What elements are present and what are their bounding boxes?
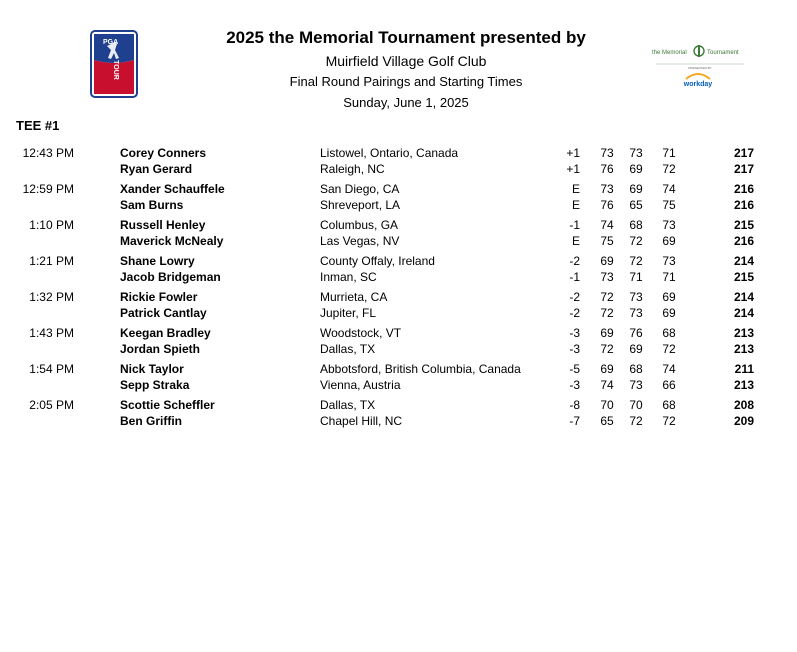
player-name: Patrick Cantlay	[120, 306, 207, 320]
memorial-logo-left-text: the Memorial	[652, 50, 687, 56]
player-row	[0, 306, 797, 322]
venue-name: Muirfield Village Golf Club	[325, 53, 487, 69]
total-score: 215	[733, 270, 754, 284]
player-hometown: Abbotsford, British Columbia, Canada	[320, 362, 521, 376]
score-to-par: E	[571, 234, 580, 248]
total-score: 214	[733, 254, 754, 268]
tee-time-group	[0, 398, 797, 430]
player-hometown: Murrieta, CA	[320, 290, 388, 304]
total-score: 216	[733, 234, 754, 248]
total-score: 217	[733, 162, 754, 176]
round-1-score: 73	[600, 270, 614, 284]
round-2-score: 76	[629, 326, 643, 340]
score-to-par: +1	[566, 162, 580, 176]
round-1-score: 72	[600, 342, 614, 356]
round-1-score: 74	[600, 378, 614, 392]
player-hometown: Chapel Hill, NC	[320, 414, 403, 428]
round-subtitle: Final Round Pairings and Starting Times	[289, 74, 523, 89]
player-name: Maverick McNealy	[120, 234, 224, 248]
tee-time: 1:54 PM	[29, 362, 74, 376]
round-3-score: 75	[662, 198, 676, 212]
player-row	[0, 234, 797, 250]
total-score: 216	[733, 198, 754, 212]
round-1-score: 73	[600, 146, 614, 160]
tee-time-group	[0, 326, 797, 358]
tee-time: 12:59 PM	[22, 182, 74, 196]
tee-heading: TEE #1	[16, 118, 60, 133]
score-to-par: -3	[569, 378, 580, 392]
total-score: 213	[733, 378, 754, 392]
player-row	[0, 162, 797, 178]
player-hometown: Jupiter, FL	[320, 306, 377, 320]
round-1-score: 76	[600, 162, 614, 176]
player-hometown: County Offaly, Ireland	[320, 254, 435, 268]
round-1-score: 73	[600, 182, 614, 196]
presented-by-text: PRESENTED BY	[688, 66, 712, 70]
player-hometown: Shreveport, LA	[320, 198, 401, 212]
round-3-score: 74	[662, 362, 676, 376]
round-3-score: 68	[662, 326, 676, 340]
round-2-score: 70	[629, 398, 643, 412]
player-row	[0, 254, 797, 270]
player-hometown: Las Vegas, NV	[320, 234, 400, 248]
player-name: Shane Lowry	[120, 254, 195, 268]
tee-time: 1:43 PM	[29, 326, 74, 340]
total-score: 209	[733, 414, 754, 428]
round-3-score: 68	[662, 398, 676, 412]
round-3-score: 73	[662, 218, 676, 232]
player-row	[0, 182, 797, 198]
round-2-score: 72	[629, 254, 643, 268]
score-to-par: -3	[569, 326, 580, 340]
pga-logo-top-text: PGA	[103, 39, 119, 46]
round-1-score: 65	[600, 414, 614, 428]
player-hometown: Dallas, TX	[320, 398, 376, 412]
player-row	[0, 146, 797, 162]
player-hometown: Raleigh, NC	[320, 162, 385, 176]
memorial-logo-right-text: Tournament	[707, 50, 739, 56]
player-name: Keegan Bradley	[120, 326, 211, 340]
player-name: Ryan Gerard	[120, 162, 193, 176]
round-3-score: 72	[662, 414, 676, 428]
round-2-score: 71	[629, 270, 643, 284]
round-3-score: 72	[662, 342, 676, 356]
round-2-score: 69	[629, 162, 643, 176]
round-3-score: 71	[662, 146, 676, 160]
round-date: Sunday, June 1, 2025	[343, 95, 469, 110]
score-to-par: -7	[569, 414, 580, 428]
total-score: 213	[733, 342, 754, 356]
total-score: 217	[733, 146, 754, 160]
player-name: Rickie Fowler	[120, 290, 198, 304]
score-to-par: -2	[569, 254, 580, 268]
round-3-score: 74	[662, 182, 676, 196]
round-2-score: 68	[629, 362, 643, 376]
player-row	[0, 270, 797, 286]
player-row	[0, 362, 797, 378]
tee-time-group	[0, 362, 797, 394]
round-2-score: 65	[629, 198, 643, 212]
total-score: 214	[733, 306, 754, 320]
tee-time: 1:32 PM	[29, 290, 74, 304]
round-2-score: 68	[629, 218, 643, 232]
round-2-score: 72	[629, 234, 643, 248]
player-name: Nick Taylor	[120, 362, 184, 376]
player-hometown: Dallas, TX	[320, 342, 376, 356]
round-2-score: 73	[629, 378, 643, 392]
round-3-score: 71	[662, 270, 676, 284]
tee-time-group	[0, 290, 797, 322]
total-score: 208	[733, 398, 754, 412]
player-row	[0, 398, 797, 414]
round-2-score: 69	[629, 182, 643, 196]
player-row	[0, 342, 797, 358]
tee-time: 12:43 PM	[22, 146, 74, 160]
round-2-score: 73	[629, 290, 643, 304]
tee-time: 1:10 PM	[29, 218, 74, 232]
player-hometown: Inman, SC	[320, 270, 377, 284]
round-1-score: 69	[600, 326, 614, 340]
player-hometown: San Diego, CA	[320, 182, 400, 196]
pairings-table	[0, 146, 797, 434]
round-2-score: 73	[629, 146, 643, 160]
player-row	[0, 218, 797, 234]
player-name: Jordan Spieth	[120, 342, 201, 356]
tee-time: 1:21 PM	[29, 254, 74, 268]
player-hometown: Vienna, Austria	[320, 378, 401, 392]
round-1-score: 72	[600, 290, 614, 304]
round-1-score: 75	[600, 234, 614, 248]
score-to-par: E	[571, 198, 580, 212]
score-to-par: -5	[569, 362, 580, 376]
score-to-par: -2	[569, 306, 580, 320]
score-to-par: -8	[569, 398, 580, 412]
tee-time-group	[0, 146, 797, 178]
tee-time-group	[0, 182, 797, 214]
player-row	[0, 378, 797, 394]
memorial-tournament-logo	[650, 42, 750, 92]
round-1-score: 76	[600, 198, 614, 212]
player-name: Jacob Bridgeman	[120, 270, 221, 284]
player-row	[0, 198, 797, 214]
round-1-score: 69	[600, 254, 614, 268]
total-score: 211	[734, 362, 754, 376]
round-3-score: 69	[662, 306, 676, 320]
round-2-score: 73	[629, 306, 643, 320]
total-score: 216	[733, 182, 754, 196]
player-name: Sam Burns	[120, 198, 184, 212]
total-score: 215	[733, 218, 754, 232]
player-row	[0, 326, 797, 342]
tournament-title: 2025 the Memorial Tournament presented by	[226, 28, 586, 47]
player-name: Scottie Scheffler	[120, 398, 215, 412]
round-2-score: 72	[629, 414, 643, 428]
score-to-par: -1	[569, 270, 580, 284]
score-to-par: +1	[566, 146, 580, 160]
round-1-score: 69	[600, 362, 614, 376]
player-name: Russell Henley	[120, 218, 206, 232]
round-2-score: 69	[629, 342, 643, 356]
total-score: 214	[733, 290, 754, 304]
pga-logo-bottom-text: TOUR	[112, 60, 119, 80]
round-1-score: 70	[600, 398, 614, 412]
player-row	[0, 414, 797, 430]
player-name: Corey Conners	[120, 146, 207, 160]
player-hometown: Woodstock, VT	[320, 326, 402, 340]
player-hometown: Columbus, GA	[320, 218, 399, 232]
player-row	[0, 290, 797, 306]
score-to-par: -2	[569, 290, 580, 304]
workday-logo-text: workday	[683, 81, 713, 88]
tee-time-group	[0, 218, 797, 250]
round-1-score: 72	[600, 306, 614, 320]
round-3-score: 66	[662, 378, 676, 392]
total-score: 213	[733, 326, 754, 340]
score-to-par: -1	[569, 218, 580, 232]
player-name: Xander Schauffele	[120, 182, 225, 196]
tee-time-group	[0, 254, 797, 286]
round-1-score: 74	[600, 218, 614, 232]
player-name: Ben Griffin	[120, 414, 182, 428]
score-to-par: -3	[569, 342, 580, 356]
round-3-score: 73	[662, 254, 676, 268]
player-hometown: Listowel, Ontario, Canada	[320, 146, 459, 160]
round-3-score: 72	[662, 162, 676, 176]
player-name: Sepp Straka	[120, 378, 190, 392]
round-3-score: 69	[662, 234, 676, 248]
round-3-score: 69	[662, 290, 676, 304]
tee-time: 2:05 PM	[29, 398, 74, 412]
score-to-par: E	[571, 182, 580, 196]
